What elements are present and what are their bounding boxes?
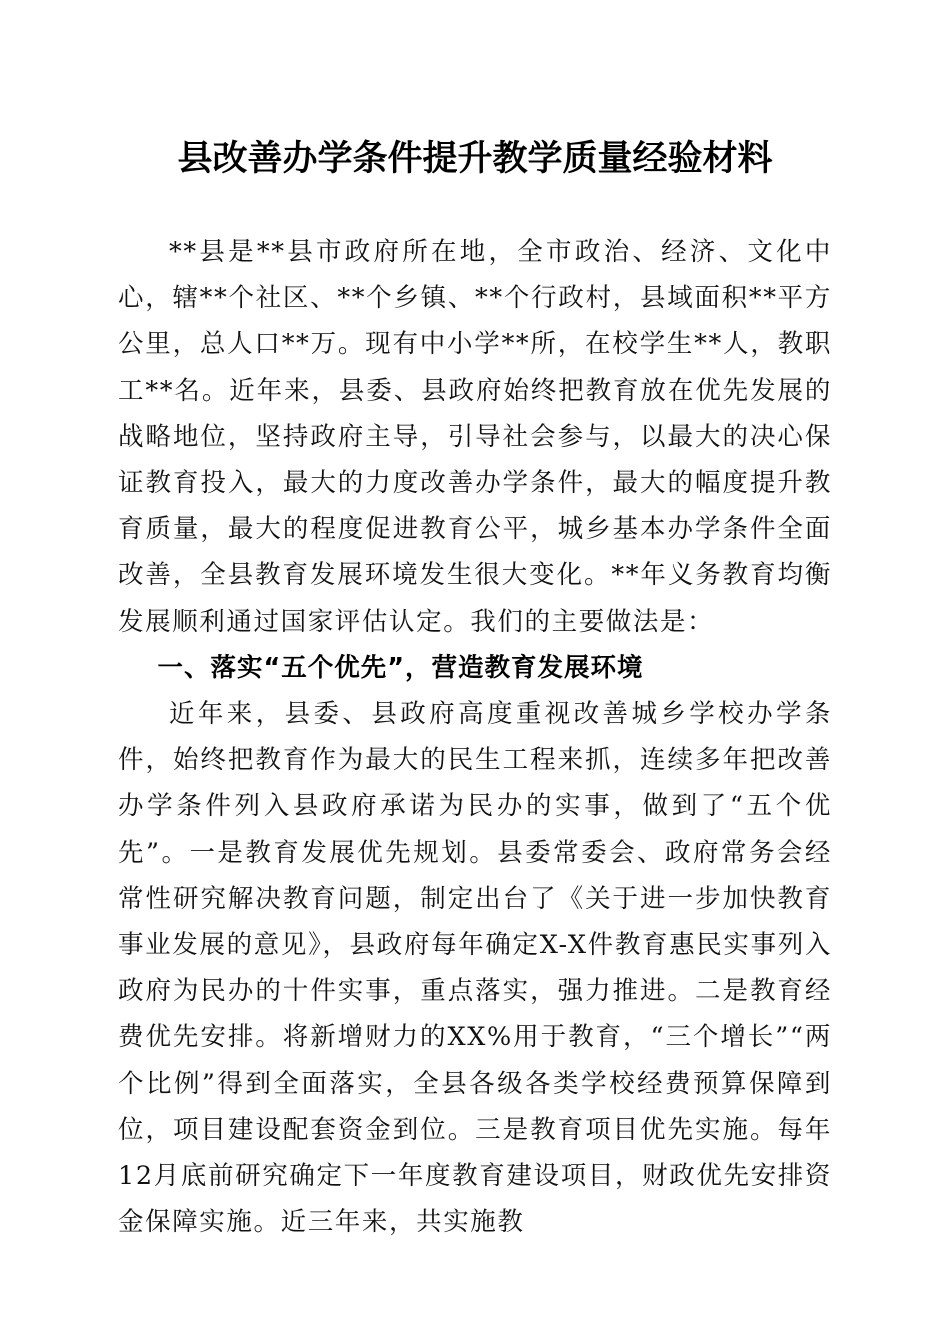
document-body (118, 229, 832, 1245)
body-paragraph-section-1: 近年来，县委、县政府高度重视改善城乡学校办学条件，始终把教育作为最大的民生工程来抓，连续多年把改善办学条件列入县政府承诺为民办的实事，做到了“五个优先”。一是教育发展优先规划。县委常委会、政府常务会经常性研究解决教育问题，制定出台了《关于进一步加快教育事业发展的意见》，县政府每年确定X-X件教育惠民实事列入政府为民办的十件实事，重点落实，强力推进。二是教育经费优先安排。将新增财力的XX%用于教育，“三个增长”“两个比例”得到全面落实，全县各级各类学校经费预算保障到位，项目建设配套资金到位。三是教育项目优先实施。每年12月底前研究确定下一年度教育建设项目，财政优先安排资金保障实施。近三年来，共实施教 (118, 699, 832, 1238)
section-heading-1: 一、落实“五个优先”，营造教育发展环境 (157, 652, 644, 683)
body-paragraph-intro: **县是**县市政府所在地，全市政治、经济、文化中心，辖**个社区、**个乡镇、**个行政村，县域面积**平方公里，总人口**万。现有中小学**所，在校学生**人，教职工**名。近年来，县委、县政府始终把教育放在优先发展的战略地位，坚持政府主导，引导社会参与，以最大的决心保证教育投入，最大的力度改善办学条件，最大的幅度提升教育质量，最大的程度促进教育公平，城乡基本办学条件全面改善，全县教育发展环境发生很大变化。**年义务教育均衡发展顺利通过国家评估认定。我们的主要做法是： (118, 237, 832, 637)
document-title: 县改善办学条件提升教学质量经验材料 (177, 138, 773, 179)
